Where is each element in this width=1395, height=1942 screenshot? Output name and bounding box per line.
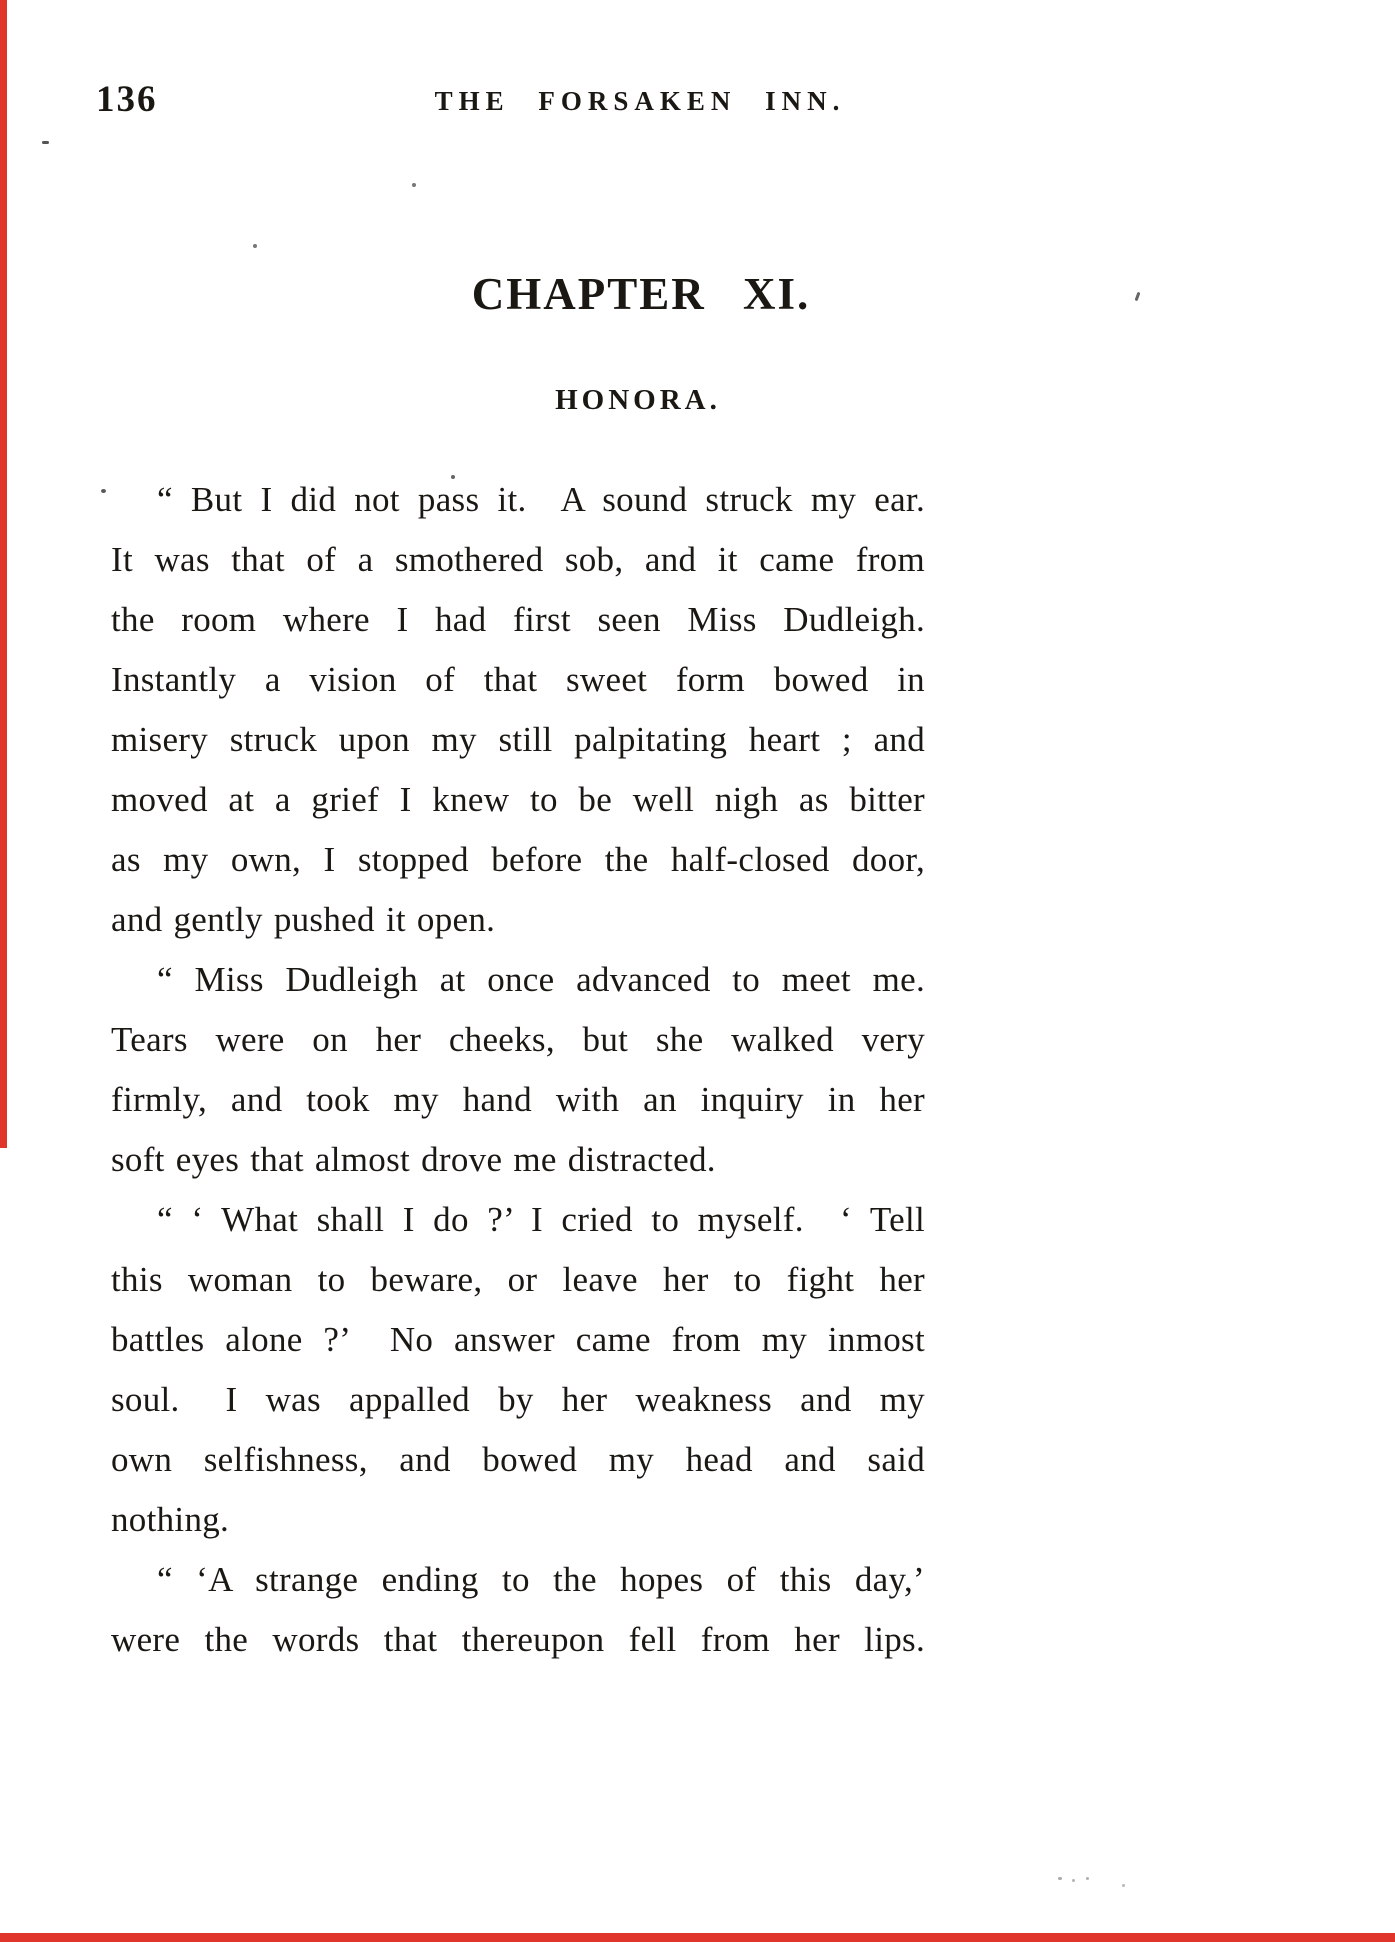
paragraph: [111, 1190, 925, 1550]
scan-speck: [1135, 292, 1141, 301]
text-line: “ ‘ What shall I do ?’ I cried to myself. ‘ Tell: [157, 1200, 925, 1239]
text-line: “ Miss Dudleigh at once advanced to meet me.: [157, 960, 925, 999]
text-line: It was that of a smothered sob, and it came from: [111, 540, 925, 579]
text-line: Instantly a vision of that sweet form bowed in: [111, 660, 925, 699]
text-line: the room where I had first seen Miss Dudleigh.: [111, 600, 925, 639]
text-line: and gently pushed it open.: [111, 900, 496, 939]
text-line: moved at a grief I knew to be well nigh as bitter: [111, 780, 925, 819]
paragraph: [111, 950, 925, 1190]
text-line: Tears were on her cheeks, but she walked very: [111, 1020, 925, 1059]
scan-speck: [1072, 1879, 1075, 1882]
left-book-edge-strip: [0, 0, 7, 1148]
scan-speck: [42, 141, 49, 144]
text-line: soul. I was appalled by her weakness and my: [111, 1380, 925, 1419]
body-text-block: [111, 470, 925, 1670]
chapter-heading: CHAPTER XI.: [471, 269, 811, 319]
page-number: 136: [96, 79, 158, 120]
scan-speck: [253, 244, 257, 248]
scan-speck: [1086, 1877, 1089, 1880]
chapter-subtitle: HONORA.: [555, 384, 721, 416]
scan-speck: [1122, 1884, 1125, 1887]
scan-speck: [451, 475, 455, 479]
text-line: own selfishness, and bowed my head and said: [111, 1440, 925, 1479]
text-line: misery struck upon my still palpitating heart ; and: [111, 720, 925, 759]
scan-speck: [412, 183, 416, 187]
text-line: this woman to beware, or leave her to fight her: [111, 1260, 925, 1299]
text-line: nothing.: [111, 1500, 230, 1539]
text-line: soft eyes that almost drove me distracted.: [111, 1140, 716, 1179]
scan-speck: [101, 489, 106, 493]
scan-speck: [1058, 1877, 1062, 1880]
paragraph: [111, 1550, 925, 1670]
running-title: THE FORSAKEN INN.: [434, 86, 846, 116]
text-line: “ ‘A strange ending to the hopes of this day,’: [157, 1560, 925, 1599]
text-line: were the words that thereupon fell from her lips.: [111, 1620, 925, 1659]
text-line: “ But I did not pass it. A sound struck my ear.: [157, 480, 925, 519]
text-line: as my own, I stopped before the half-closed door,: [111, 840, 925, 879]
text-line: firmly, and took my hand with an inquiry in her: [111, 1080, 925, 1119]
paragraph: [111, 470, 925, 950]
bottom-book-edge-strip: [0, 1933, 1395, 1942]
text-line: battles alone ?’ No answer came from my inmost: [111, 1320, 925, 1359]
